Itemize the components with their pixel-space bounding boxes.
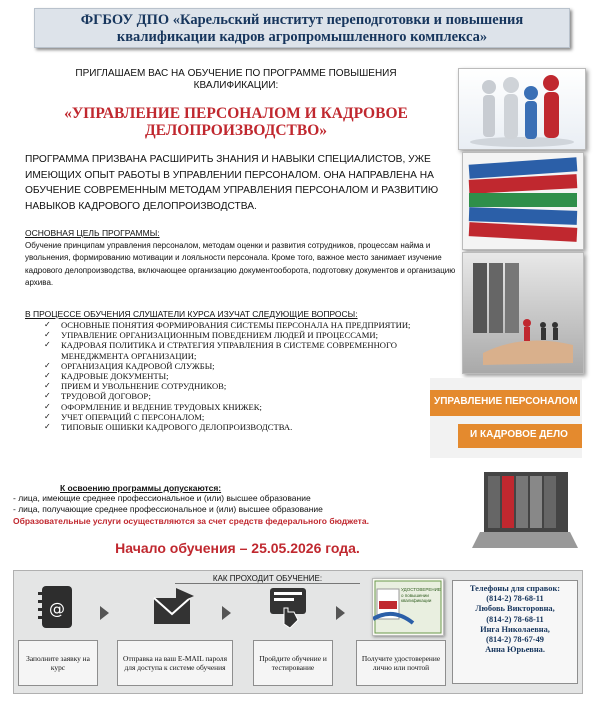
contact-phone-1: (814-2) 78-68-11 [486, 594, 544, 604]
contact-phone-2: (814-2) 78-68-11 [486, 614, 544, 624]
step-study-testing: Пройдите обучение и тестирование [253, 640, 333, 686]
svg-text:@: @ [49, 599, 65, 618]
question-item: ✓ КАДРОВАЯ ПОЛИТИКА И СТРАТЕГИЯ УПРАВЛЕНИЯ В СИСТЕМЕ СОВРЕМЕННОГО МЕНЕДЖМЕНТА ОРГАНИЗАЦИИ; [44, 340, 434, 360]
goal-heading: ОСНОВНАЯ ЦЕЛЬ ПРОГРАММЫ: [25, 228, 160, 238]
questions-list [44, 320, 434, 432]
people-figures-image [458, 68, 586, 150]
arrow-icon [336, 606, 345, 620]
goal-text: Обучение принципам управления персоналом, методам оценки и развития сотрудников, процессам найма и увольнения, формированию мотивации и лояльности персонала. Кроме того, важное место занимает изучение кадрового делопроизводства, включающее организацию документооборота, подготовку документов и организацию архива. [25, 241, 456, 287]
hand-figures-image [462, 252, 584, 374]
email-tablet-icon [34, 584, 82, 630]
envelope-send-icon [150, 584, 198, 630]
admission-block [13, 493, 369, 527]
contacts-box [452, 580, 578, 684]
funding-note: Образовательные услуги осуществляются за счет средств федерального бюджета. [13, 515, 369, 526]
header-line-2: квалификации кадров агропромышленного комплекса» [116, 29, 488, 45]
contact-phone-3: (814-2) 78-67-49 [486, 635, 544, 645]
program-description: ПРОГРАММА ПРИЗВАНА РАСШИРИТЬ ЗНАНИЯ И НАВЫКИ СПЕЦИАЛИСТОВ, УЖЕ ИМЕЮЩИХ ОПЫТ РАБОТЫ В УПРАВЛЕНИИ ПЕРСОНАЛОМ. ОНА НАПРАВЛЕНА НА ОБУЧЕНИЕ СОВРЕМЕННЫМ МЕТОДАМ УПРАВЛЕНИЯ ПЕРСОНАЛОМ И РАЗВИТИЮ НАВЫКОВ КАДРОВОГО ДЕЛОПРОИЗВОДСТВА. [25, 154, 439, 212]
questions-heading: В ПРОЦЕССЕ ОБУЧЕНИЯ СЛУШАТЕЛИ КУРСА ИЗУЧАТ СЛЕДУЮЩИЕ ВОПРОСЫ: [25, 309, 358, 319]
contacts-heading: Телефоны для справок: [469, 584, 561, 593]
contact-name-1: Любовь Викторовна, [475, 604, 555, 614]
invitation-text: ПРИГЛАШАЕМ ВАС НА ОБУЧЕНИЕ ПО ПРОГРАММЕ ПОВЫШЕНИЯ КВАЛИФИКАЦИИ: [75, 68, 397, 91]
admission-line-1: - лица, имеющие среднее профессиональное и (или) высшее образование [13, 493, 311, 503]
question-item: ✓ ТРУДОВОЙ ДОГОВОР; [44, 391, 434, 401]
step-apply: Заполните заявку на курс [18, 640, 98, 686]
arrow-icon [222, 606, 231, 620]
institute-header [34, 8, 570, 48]
touch-screen-icon [264, 584, 312, 630]
question-item: ✓ УЧЕТ ОПЕРАЦИЙ С ПЕРСОНАЛОМ; [44, 412, 434, 422]
hr-banner-image [430, 378, 582, 458]
arrow-icon [100, 606, 109, 620]
certificate-image [372, 578, 444, 636]
certificate-text: УДОСТОВЕРЕНИЕ о повышении квалификации [401, 587, 441, 603]
question-item: ✓ УПРАВЛЕНИЕ ОРГАНИЗАЦИОННЫМ ПОВЕДЕНИЕМ ЛЮДЕЙ И ПРОЦЕССАМИ; [44, 330, 434, 340]
step-get-certificate: Получите удостоверение лично или почтой [356, 640, 446, 686]
question-item: ✓ ОРГАНИЗАЦИЯ КАДРОВОЙ СЛУЖБЫ; [44, 361, 434, 371]
folders-image [462, 152, 584, 250]
program-title: «УПРАВЛЕНИЕ ПЕРСОНАЛОМ И КАДРОВОЕ ДЕЛОПРОИЗВОДСТВО» [64, 105, 408, 139]
question-item: ✓ ОФОРМЛЕНИЕ И ВЕДЕНИЕ ТРУДОВЫХ КНИЖЕК; [44, 402, 434, 412]
question-item: ✓ КАДРОВЫЕ ДОКУМЕНТЫ; [44, 371, 434, 381]
banner-line-2: И КАДРОВОЕ ДЕЛО [470, 429, 568, 440]
step-email-password: Отправка на ваш E-MAIL пароля для доступа к системе обучения [117, 640, 233, 686]
header-line-1: ФГБОУ ДПО «Карельский институт переподготовки и повышения [80, 12, 524, 28]
question-item: ✓ ОСНОВНЫЕ ПОНЯТИЯ ФОРМИРОВАНИЯ СИСТЕМЫ ПЕРСОНАЛА НА ПРЕДПРИЯТИИ; [44, 320, 434, 330]
question-item: ✓ ТИПОВЫЕ ОШИБКИ КАДРОВОГО ДЕЛОПРОИЗВОДСТВА. [44, 422, 434, 432]
contact-name-2: Инга Николаевна, [480, 624, 550, 634]
admission-heading: К освоению программы допускаются: [60, 483, 222, 493]
laptop-binders-image [470, 462, 580, 554]
banner-line-1: УПРАВЛЕНИЕ ПЕРСОНАЛОМ [434, 396, 578, 407]
question-item: ✓ ПРИЕМ И УВОЛЬНЕНИЕ СОТРУДНИКОВ; [44, 381, 434, 391]
how-it-works-heading: КАК ПРОХОДИТ ОБУЧЕНИЕ: [175, 574, 360, 584]
admission-line-2: - лица, получающие среднее профессиональное и (или) высшее образование [13, 504, 323, 515]
start-date: Начало обучения – 25.05.2026 года. [115, 540, 360, 556]
contact-name-3: Анна Юрьевна. [485, 645, 545, 655]
